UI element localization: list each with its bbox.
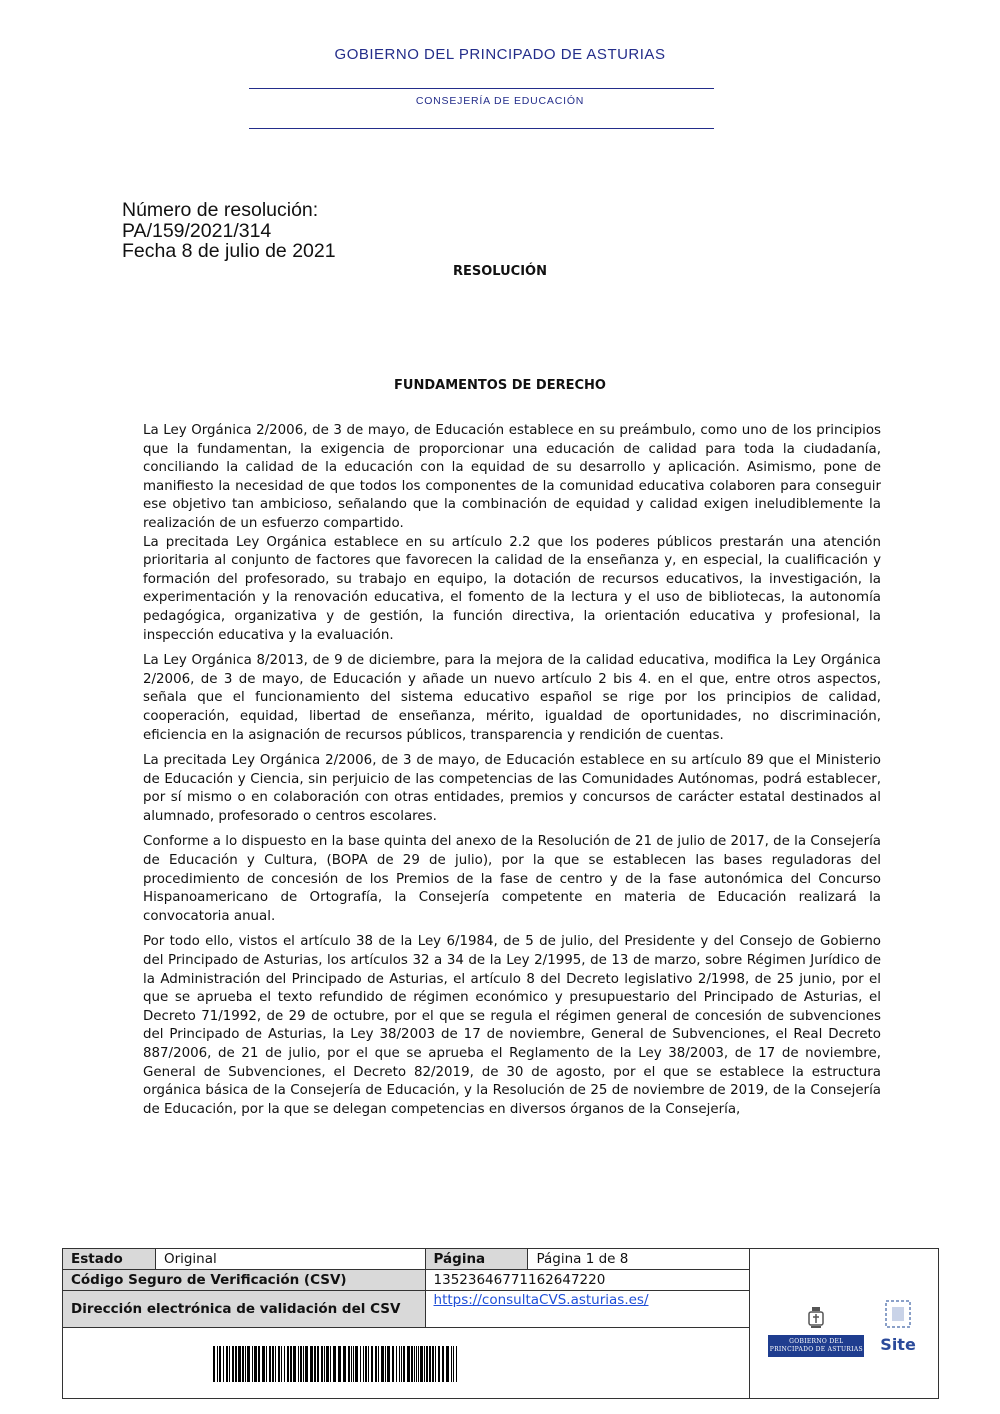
resolution-title: RESOLUCIÓN	[453, 264, 547, 279]
csv-verification-table	[62, 1248, 939, 1399]
logo-line-2: PRINCIPADO DE ASTURIAS	[769, 1346, 863, 1353]
resolution-block	[122, 200, 336, 262]
resolution-date: Fecha 8 de julio de 2021	[122, 240, 336, 262]
header-divider-top	[249, 88, 714, 89]
paragraph: La Ley Orgánica 2/2006, de 3 de mayo, de Educación establece en su preámbulo, como uno de los principios que la fundamentan, la exigencia de proporcionar una educación de calidad para toda la ciudadanía, conciliando la calidad de la educación con la equidad de su desarrollo y aplicación. Asimismo, pone de manifiesto la necesidad de que todos los componentes de la comunidad educativa colaboren para conseguir ese objetivo tan ambicioso, señalando que la combinación de equidad y calidad exigen ineludiblemente la realización de un esfuerzo compartido.	[143, 423, 881, 531]
csv-validation-link[interactable]: https://consultaCVS.asturias.es/	[433, 1292, 649, 1308]
url-label: Dirección electrónica de validación del CSV	[63, 1291, 426, 1328]
section-title-fundamentos: FUNDAMENTOS DE DERECHO	[394, 378, 606, 393]
paragraph: La precitada Ley Orgánica establece en su artículo 2.2 que los poderes públicos prestarán una atención prioritaria al conjunto de factores que favorecen la calidad de la enseñanza y, en especial, la cualificación y formación del profesorado, su trabajo en equipo, la dotación de recursos educativos, la investigación, la experimentación y la renovación educativa, el fomento de la lectura y el uso de bibliotecas, la autonomía pedagógica, organizativa y de gestión, la función directiva, la orientación educativa y profesional, la inspección educativa y la evaluación.	[143, 534, 881, 643]
barcode-cell	[63, 1328, 750, 1399]
pagina-value: Página 1 de 8	[528, 1249, 750, 1270]
resolution-number-label: Número de resolución:	[122, 199, 319, 221]
logo-line-1: GOBIERNO DEL	[789, 1338, 844, 1345]
csv-label: Código Seguro de Verificación (CSV)	[63, 1270, 426, 1291]
document-body	[143, 422, 881, 1126]
logos-cell	[750, 1249, 939, 1399]
barcode-icon	[213, 1346, 458, 1382]
paragraph: Por todo ello, vistos el artículo 38 de la Ley 6/1984, de 5 de julio, del Presidente y del Consejo de Gobierno del Principado de Asturias, los artículos 32 a 34 de la Ley 2/1995, de 13 de marzo, sobre Régimen Jurídico de la Administración del Principado de Asturias, el artículo 8 del Decreto legislativo 2/1998, de 25 junio, por el que se aprueba el texto refundido de régimen económico y presupuestario del Principado de Asturias, el Decreto 71/1992, de 29 de octubre, por el que se regula el régimen general de concesión de subvenciones del Principado de Asturias, la Ley 38/2003 de 17 de noviembre, General de Subvenciones, el Real Decreto 887/2006, de 21 de julio, por el que se aprueba el Reglamento de la Ley 38/2003, de 17 de noviembre, General de Subvenciones, el Decreto 82/2019, de 30 de agosto, por el que se establece la estructura orgánica básica de la Consejería de Educación, y la Resolución de 25 de noviembre de 2019, de la Consejería de Educación, por la que se delegan competencias en diversos órganos de la Consejería,	[143, 934, 881, 1117]
resolution-number: PA/159/2021/314	[122, 219, 272, 242]
pagina-label: Página	[425, 1249, 528, 1270]
site-icon	[884, 1299, 912, 1329]
paragraph: La Ley Orgánica 8/2013, de 9 de diciembre, para la mejora de la calidad educativa, modifica la Ley Orgánica 2/2006, de 3 de mayo, de Educación y añade un nuevo artículo 2 bis 4. en el que, entre otros aspectos, señala que el funcionamiento del sistema educativo español se rige por los principios de calidad, cooperación, equidad, libertad de enseñanza, mérito, igualdad de oportunidades, no discriminación, eficiencia en la asignación de recursos públicos, transparencia y rendición de cuentas.	[143, 653, 881, 743]
url-cell	[425, 1291, 750, 1328]
crest-icon	[808, 1307, 824, 1329]
government-logo	[768, 1335, 864, 1357]
header-divider-bottom	[249, 128, 714, 129]
header-government: GOBIERNO DEL PRINCIPADO DE ASTURIAS	[334, 46, 666, 63]
site-label: Site	[880, 1335, 916, 1354]
estado-label: Estado	[63, 1249, 156, 1270]
estado-value: Original	[155, 1249, 425, 1270]
paragraph: Conforme a lo dispuesto en la base quinta del anexo de la Resolución de 21 de julio de 2017, de la Consejería de Educación y Cultura, (BOPA de 29 de julio), por la que se establecen las bases reguladoras del procedimiento de concesión de los Premios de la fase de centro y de la fase autonómica del Concurso Hispanoamericano de Ortografía, la Consejería competente en materia de Educación realizará la convocatoria anual.	[143, 834, 881, 924]
csv-value: 13523646771162647220	[425, 1270, 750, 1291]
header-ministry: CONSEJERÍA DE EDUCACIÓN	[415, 95, 585, 107]
paragraph: La precitada Ley Orgánica 2/2006, de 3 de mayo, de Educación establece en su artículo 89 que el Ministerio de Educación y Ciencia, sin perjuicio de las competencias de las Comunidades Autónomas, podrá establecer, por sí mismo o en colaboración con otras entidades, premios y concursos de carácter estatal destinados al alumnado, profesorado o centros escolares.	[143, 753, 881, 824]
